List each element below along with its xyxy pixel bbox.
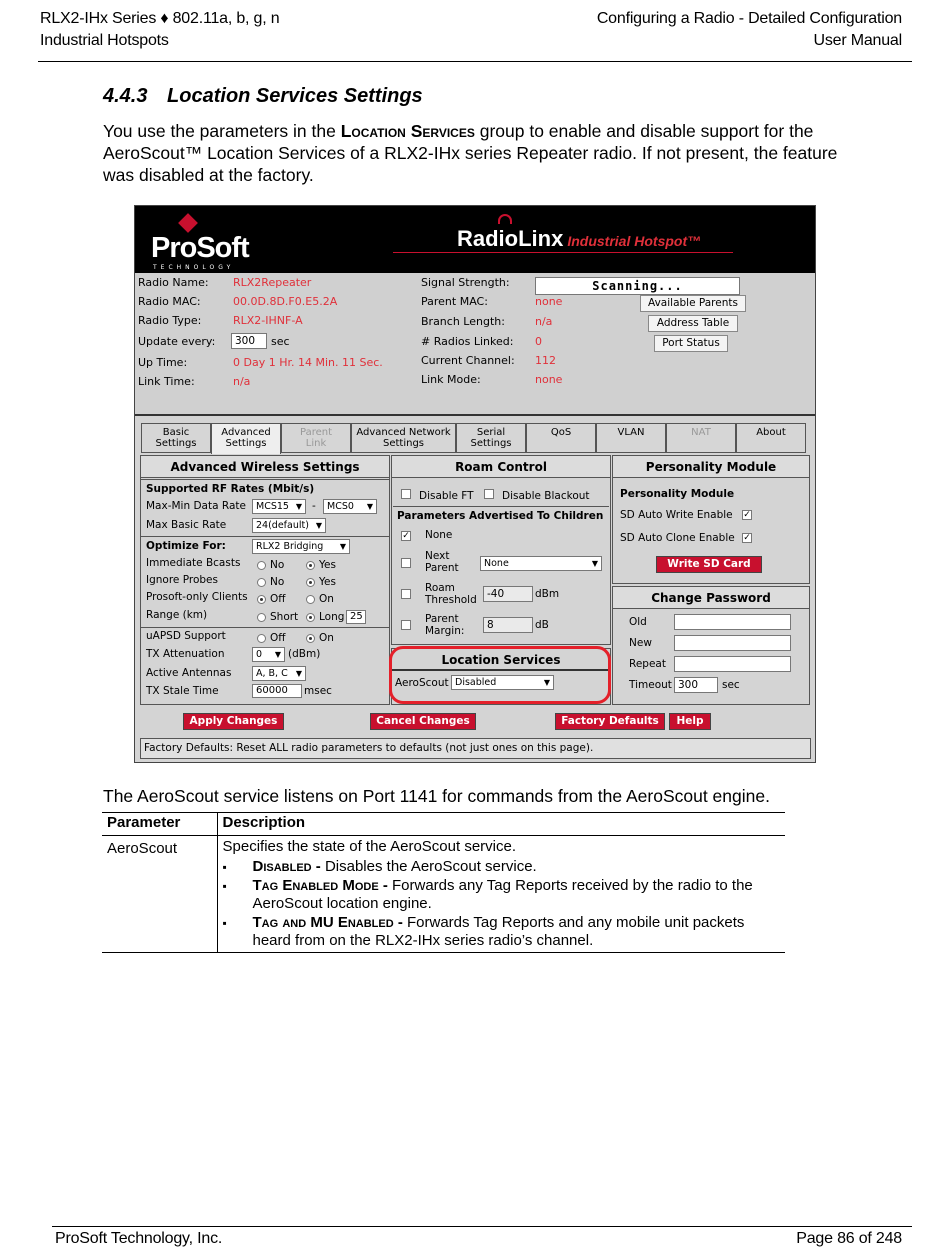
panel-title: Roam Control	[392, 456, 610, 478]
panel-title: Personality Module	[613, 456, 809, 478]
radio-config-screenshot	[134, 205, 816, 763]
section-title: Location Services Settings	[167, 85, 423, 107]
highlight-oval	[389, 646, 611, 704]
roam-threshold-label	[425, 582, 477, 606]
section-number: 4.4.3	[103, 85, 148, 107]
radio-label: Yes	[319, 559, 336, 571]
sd-auto-clone-checkbox[interactable]: ✓	[743, 533, 751, 543]
next-parent-label	[425, 550, 459, 574]
new-password-label: New	[629, 637, 652, 649]
write-sd-card-button[interactable]: Write SD Card	[656, 556, 762, 573]
max-basic-rate-label: Max Basic Rate	[146, 519, 227, 531]
max-basic-rate-select[interactable]: 24(default) ▼	[252, 518, 326, 533]
table-header-row	[102, 813, 785, 836]
sd-auto-write-checkbox[interactable]: ✓	[743, 510, 751, 520]
range-input[interactable]: 25	[346, 610, 366, 624]
label-line: Next	[425, 550, 450, 562]
banner	[135, 206, 815, 273]
tab-parent-link[interactable]	[281, 423, 351, 453]
branch-label: Branch Length:	[421, 315, 505, 328]
list-term: Tag and MU Enabled -	[252, 914, 407, 931]
channel-label: Current Channel:	[421, 354, 515, 367]
tab-label: Link	[305, 438, 327, 449]
port-status-button[interactable]: Port Status	[654, 335, 728, 352]
rf-rates-label: Supported RF Rates (Mbit/s)	[146, 483, 315, 495]
update-unit: sec	[271, 335, 290, 348]
factory-defaults-button[interactable]: Factory Defaults	[555, 713, 665, 730]
wifi-icon	[498, 214, 512, 224]
uapsd-label: uAPSD Support	[146, 630, 226, 642]
linktime-label: Link Time:	[138, 375, 195, 388]
radio-label: No	[270, 559, 285, 571]
radio-label: Off	[270, 632, 286, 644]
list-item	[253, 858, 781, 876]
uptime-label: Up Time:	[138, 356, 188, 369]
radio-label: On	[319, 632, 334, 644]
roam-threshold-input[interactable]: -40	[483, 586, 533, 602]
tx-attenuation-select[interactable]: 0 ▼	[252, 647, 285, 662]
divider	[393, 506, 609, 507]
apply-changes-button[interactable]: Apply Changes	[183, 713, 284, 730]
update-label: Update every:	[138, 335, 216, 348]
panel-title: Advanced Wireless Settings	[141, 456, 389, 478]
sd-auto-clone-label: SD Auto Clone Enable	[620, 532, 735, 544]
radio-name-row	[138, 276, 312, 289]
range-short-radio[interactable]	[257, 613, 266, 622]
branch-value: n/a	[535, 315, 553, 328]
tab-label: Settings	[382, 438, 424, 449]
radio-label: Off	[270, 593, 286, 605]
active-antennas-label: Active Antennas	[146, 667, 232, 679]
column-header-parameter: Parameter	[102, 813, 217, 836]
tab-advanced-network-settings[interactable]	[351, 423, 456, 453]
status-bar	[140, 738, 811, 759]
radio-mac-value: 00.0D.8D.F0.E5.2A	[233, 295, 338, 308]
personality-subtitle: Personality Module	[620, 488, 735, 500]
tab-basic-settings[interactable]	[141, 423, 211, 453]
header-subtitle: Industrial Hotspots	[40, 32, 169, 49]
intro-after: group to enable and disable support for the AeroScout™ Location Services of a RLX2-IHx series Repeater radio. If not present, the feature was disabled at the factory.	[103, 121, 838, 185]
settings-tabs	[141, 423, 811, 453]
disable-blackout-label: Disable Blackout	[502, 490, 590, 502]
tab-label: Advanced Network	[356, 427, 451, 438]
intro-group: Location Services	[340, 121, 475, 141]
uapsd-off-radio[interactable]	[257, 634, 266, 643]
tab-vlan[interactable]	[596, 423, 666, 453]
tab-label: Parent	[299, 427, 332, 438]
linktime-value: n/a	[233, 375, 251, 388]
max-rate-select[interactable]: MCS15 ▼	[252, 499, 306, 514]
channel-row	[421, 354, 556, 367]
panel-title: Location Services	[392, 649, 610, 671]
radios-linked-row	[421, 335, 542, 348]
ignore-probes-yes-radio[interactable]	[306, 578, 315, 587]
banner-line	[393, 252, 733, 253]
active-antennas-select[interactable]: A, B, C ▼	[252, 666, 306, 681]
radios-linked-label: # Radios Linked:	[421, 335, 514, 348]
available-parents-button[interactable]: Available Parents	[640, 295, 746, 312]
radiolinx-logo-sub: Industrial Hotspot™	[567, 233, 702, 249]
optimize-label: Optimize For:	[146, 540, 226, 552]
header-manual: User Manual	[813, 32, 902, 49]
footer-rule	[52, 1226, 912, 1227]
immediate-bcasts-label: Immediate Bcasts	[146, 557, 241, 569]
tab-label: Settings	[225, 438, 267, 449]
none-label: None	[425, 529, 453, 541]
parent-margin-label	[425, 613, 464, 637]
radio-mac-label: Radio MAC:	[138, 295, 201, 308]
timeout-label: Timeout	[629, 679, 672, 691]
ignore-probes-no-radio[interactable]	[257, 578, 266, 587]
prosoft-cube-icon	[178, 213, 198, 233]
header-chapter: Configuring a Radio - Detailed Configuration	[596, 10, 902, 27]
tab-label: VLAN	[617, 427, 645, 438]
address-table-button[interactable]: Address Table	[648, 315, 738, 332]
page-header-left	[40, 8, 279, 52]
table-row	[102, 836, 785, 953]
tab-qos[interactable]	[526, 423, 596, 453]
prosoft-only-label: Prosoft-only Clients	[146, 591, 248, 603]
range-long-radio[interactable]	[306, 613, 315, 622]
tx-attenuation-unit: (dBm)	[288, 648, 321, 660]
radio-type-value: RLX2-IHNF-A	[233, 314, 303, 327]
tab-about[interactable]	[736, 423, 806, 453]
channel-value: 112	[535, 354, 556, 367]
roam-threshold-unit: dBm	[535, 588, 560, 600]
tx-attenuation-label: TX Attenuation	[146, 648, 225, 660]
link-mode-row	[421, 373, 563, 386]
linktime-row	[138, 375, 251, 388]
uptime-row	[138, 356, 383, 369]
none-checkbox[interactable]: ✓	[402, 531, 410, 541]
update-interval-input[interactable]: 300	[231, 333, 267, 349]
tab-label: NAT	[691, 427, 711, 438]
divider	[141, 627, 389, 628]
page-header-right	[597, 8, 902, 52]
branch-row	[421, 315, 553, 328]
optimize-select[interactable]: RLX2 Bridging ▼	[252, 539, 350, 554]
port-paragraph: The AeroScout service listens on Port 1141 for commands from the AeroScout engine.	[103, 786, 770, 806]
parameter-cell: AeroScout	[102, 836, 217, 953]
radio-name-label: Radio Name:	[138, 276, 209, 289]
list-text: Forwards Tag Reports and any mobile unit packets heard from on the RLX2-IHx series radio’s channel.	[252, 914, 745, 949]
aeroscout-select[interactable]: Disabled ▼	[451, 675, 554, 690]
radio-label: Long	[319, 611, 345, 623]
update-row	[138, 335, 215, 348]
tab-label: Serial	[476, 427, 506, 438]
radio-label: No	[270, 576, 285, 588]
header-product: RLX2-IHx Series ♦ 802.11a, b, g, n	[40, 10, 280, 27]
label-line: Margin:	[425, 625, 465, 637]
divider	[141, 479, 389, 480]
label-line: Parent	[425, 613, 459, 625]
range-label: Range (km)	[146, 609, 208, 621]
disable-blackout-checkbox[interactable]	[484, 489, 494, 499]
timeout-unit: sec	[722, 679, 740, 691]
next-parent-select[interactable]: None ▼	[480, 556, 602, 571]
radio-label: Yes	[319, 576, 336, 588]
imm-bcasts-yes-radio[interactable]	[306, 561, 315, 570]
link-mode-value: none	[535, 373, 563, 386]
prosoft-logo-sub: TECHNOLOGY	[153, 264, 235, 271]
parent-margin-input[interactable]: 8	[483, 617, 533, 633]
old-password-input[interactable]	[674, 614, 791, 630]
rate-dash: -	[312, 500, 316, 512]
radio-type-row	[138, 314, 303, 327]
intro-paragraph	[103, 120, 863, 186]
new-password-input[interactable]	[674, 635, 791, 651]
roam-threshold-checkbox[interactable]	[401, 589, 411, 599]
divider	[141, 536, 389, 537]
list-term: Tag Enabled Mode -	[252, 877, 392, 894]
radios-linked-value: 0	[535, 335, 542, 348]
sd-auto-write-label: SD Auto Write Enable	[620, 509, 733, 521]
next-parent-checkbox[interactable]	[401, 558, 411, 568]
parent-margin-checkbox[interactable]	[401, 620, 411, 630]
uptime-value: 0 Day 1 Hr. 14 Min. 11 Sec.	[233, 356, 383, 369]
section-heading	[103, 85, 423, 108]
radiolinx-logo	[457, 226, 701, 252]
tab-advanced-settings[interactable]	[211, 423, 281, 454]
footer-page-number: Page 86 of 248	[796, 1230, 902, 1247]
tab-label: Advanced	[221, 427, 271, 438]
repeat-password-label: Repeat	[629, 658, 666, 670]
list-term: Disabled -	[252, 858, 325, 875]
radio-type-label: Radio Type:	[138, 314, 202, 327]
min-rate-select[interactable]: MCS0 ▼	[323, 499, 377, 514]
parameter-table	[102, 812, 785, 953]
prosoft-only-on-radio[interactable]	[306, 595, 315, 604]
tab-label: QoS	[550, 427, 572, 438]
list-text: Disables the AeroScout service.	[324, 858, 537, 875]
signal-label: Signal Strength:	[421, 276, 510, 289]
disable-ft-label: Disable FT	[419, 490, 474, 502]
parent-mac-value: none	[535, 295, 563, 308]
tab-label: About	[756, 427, 786, 438]
tab-label: Settings	[470, 438, 512, 449]
prosoft-only-off-radio[interactable]	[257, 595, 266, 604]
header-rule	[38, 61, 912, 62]
tx-stale-unit: msec	[304, 685, 332, 697]
label-line: Threshold	[425, 594, 477, 606]
ignore-probes-label: Ignore Probes	[146, 574, 218, 586]
panel-title: Change Password	[613, 587, 809, 609]
description-intro: Specifies the state of the AeroScout service.	[222, 838, 516, 855]
old-password-label: Old	[629, 616, 647, 628]
timeout-input[interactable]: 300	[674, 677, 718, 693]
list-text: Forwards any Tag Reports received by the radio to the AeroScout location engine.	[252, 877, 753, 912]
radio-mac-row	[138, 295, 338, 308]
list-item	[253, 914, 781, 950]
uapsd-on-radio[interactable]	[306, 634, 315, 643]
column-header-description: Description	[217, 813, 785, 836]
tab-serial-settings[interactable]	[456, 423, 526, 453]
params-advertised-label: Parameters Advertised To Children	[397, 510, 604, 522]
max-min-rate-label: Max-Min Data Rate	[146, 500, 246, 512]
tab-label: Settings	[155, 438, 197, 449]
prosoft-logo-text: ProSoft	[151, 232, 249, 264]
radio-label: Short	[270, 611, 299, 623]
tab-label: Basic	[162, 427, 190, 438]
status-bar-text: Factory Defaults: Reset ALL radio parameters to defaults (not just ones on this page).	[144, 742, 594, 754]
signal-strength-value: Scanning...	[535, 277, 740, 295]
cancel-changes-button[interactable]: Cancel Changes	[370, 713, 476, 730]
imm-bcasts-no-radio[interactable]	[257, 561, 266, 570]
prosoft-logo	[151, 216, 261, 270]
tab-nat[interactable]	[666, 423, 736, 453]
intro-before: You use the parameters in the	[103, 121, 341, 141]
radiolinx-logo-text: RadioLinx	[457, 226, 564, 251]
aeroscout-label: AeroScout	[395, 677, 449, 689]
list-item	[253, 877, 781, 913]
description-list	[223, 858, 781, 950]
link-mode-label: Link Mode:	[421, 373, 481, 386]
disable-ft-checkbox[interactable]	[401, 489, 411, 499]
help-button[interactable]: Help	[669, 713, 711, 730]
description-cell	[217, 836, 785, 953]
tx-stale-label: TX Stale Time	[146, 685, 219, 697]
footer-company: ProSoft Technology, Inc.	[55, 1230, 223, 1247]
parent-mac-row	[421, 295, 563, 308]
tx-stale-input[interactable]: 60000	[252, 684, 302, 698]
radio-name-value: RLX2Repeater	[233, 276, 312, 289]
repeat-password-input[interactable]	[674, 656, 791, 672]
label-line: Parent	[425, 562, 459, 574]
parent-mac-label: Parent MAC:	[421, 295, 488, 308]
parent-margin-unit: dB	[535, 619, 549, 631]
radio-label: On	[319, 593, 334, 605]
label-line: Roam	[425, 582, 455, 594]
